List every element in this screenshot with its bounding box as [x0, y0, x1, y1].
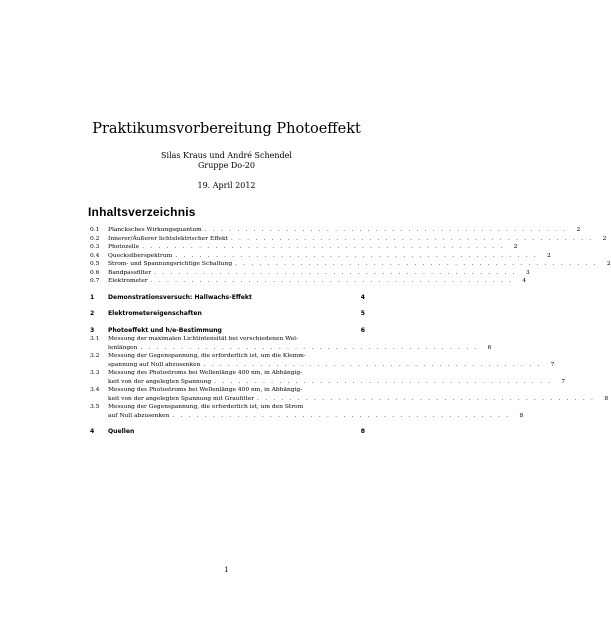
toc-entry-number: 0.3	[90, 244, 100, 250]
toc-entry-label: Plancksches Wirkungsquantum	[108, 227, 202, 233]
group: Gruppe Do-20	[198, 161, 255, 170]
toc-section-4[interactable]	[90, 428, 365, 437]
toc-subsection-number: 3.3	[90, 370, 100, 376]
toc-entry[interactable]	[90, 277, 527, 286]
toc-entry-number: 0.5	[90, 261, 100, 267]
toc-entry-label: Innerer/Äußerer lichtelektrischer Effekt	[108, 235, 228, 242]
toc-subsection-3-2[interactable]	[90, 352, 555, 369]
toc-leader-dots: . . . . . . . . . . . . . . . . . . . . . . . . . . . . . . . . . . . . . . . . . . . . .	[142, 244, 505, 250]
toc-entry[interactable]	[90, 269, 530, 278]
toc-subsection-label-line1: Messung der Gegenspannung, die erforderlich ist, um die Klemm-	[108, 353, 306, 359]
toc-subsection-label-line2: lenlängen	[108, 344, 138, 351]
toc-entry-page: 2	[513, 244, 518, 250]
toc-section-label: Elektrometereigenschaften	[108, 310, 202, 317]
toc-section-label: Demonstrationsversuch: Hallwachs-Effekt	[108, 293, 252, 301]
toc-subsection-3-4[interactable]	[90, 386, 609, 403]
toc-section-label: Photoeffekt und h/e-Bestimmung	[108, 326, 222, 334]
toc-section-1[interactable]	[90, 294, 365, 303]
toc-entry[interactable]	[90, 226, 581, 235]
toc-intro-list	[90, 226, 611, 286]
toc-subsection-label-line2: spannung auf Null abzusenken	[108, 361, 201, 368]
toc-entry-number: 0.1	[90, 227, 100, 233]
toc-subsection-3-3[interactable]	[90, 369, 566, 386]
toc-subsection-number: 3.4	[90, 387, 100, 393]
toc-subsection-page: 8	[519, 412, 524, 419]
toc-subsection-label-line1: Messung der maximalen Lichtintensität bei verschiedenen Wel-	[108, 336, 299, 342]
toc-entry-number: 0.6	[90, 269, 100, 276]
toc-subsection-page: 8	[604, 395, 609, 402]
toc-entry-page: 3	[525, 269, 530, 276]
toc-leader-dots: . . . . . . . . . . . . . . . . . . . . . . . . . . . . . . . . . . . . . . . . . . . . .	[175, 252, 538, 259]
toc-subsection-page: 6	[487, 344, 492, 351]
toc-subsection-page: 7	[550, 361, 555, 368]
page-number: 1	[224, 566, 229, 574]
toc-entry-label: Elektrometer	[108, 278, 148, 284]
toc-leader-dots: . . . . . . . . . . . . . . . . . . . . . . . . . . . . . . . . . . . . . . . . . . . . .	[204, 227, 568, 233]
toc-entry-number: 0.4	[90, 252, 100, 259]
toc-entry-page: 2	[576, 227, 581, 233]
toc-subsection-label-line1: Messung des Photostroms bei Wellenlänge 400 nm, in Abhängig-	[108, 370, 303, 376]
toc-subsection-number: 3.1	[90, 336, 100, 342]
toc-section-number: 4	[90, 428, 95, 435]
toc-section-label: Quellen	[108, 428, 135, 435]
toc-leader-dots: . . . . . . . . . . . . . . . . . . . . . . . . . . . . . . . . . . . . . . . . . .	[257, 395, 596, 402]
toc-entry-label: Quecksilberspektrum	[108, 252, 173, 259]
toc-entry-page: 2	[546, 252, 551, 259]
toc-leader-dots: . . . . . . . . . . . . . . . . . . . . . . . . . . . . . . . . . . . . . . . . . .	[203, 361, 542, 368]
toc-subsection-label-line1: Messung der Gegenspannung, die erforderlich ist, um den Strom	[108, 404, 304, 410]
document-title: Praktikumsvorbereitung Photoeffekt	[92, 121, 361, 137]
toc-section-number: 2	[90, 310, 95, 317]
toc-section-number: 3	[90, 326, 95, 334]
toc-subsection-3-5[interactable]	[90, 403, 524, 420]
toc-leader-dots: . . . . . . . . . . . . . . . . . . . . . . . . . . . . . . . . . . . . . . . . . . . . .	[230, 235, 594, 242]
toc-subsection-3-1[interactable]	[90, 335, 492, 352]
toc-subsection-number: 3.2	[90, 353, 100, 359]
toc-subsection-label-line2: auf Null abzusenken	[108, 412, 170, 419]
toc-entry[interactable]	[90, 235, 607, 244]
toc-subsection-label-line1: Messung des Photostroms bei Wellenlänge 400 nm, in Abhängig-	[108, 387, 303, 393]
toc-section-3[interactable]	[90, 327, 365, 336]
toc-entry-number: 0.2	[90, 235, 100, 242]
toc-subsection-number: 3.5	[90, 404, 100, 410]
date: 19. April 2012	[197, 181, 256, 190]
toc-entry-page: 4	[522, 278, 527, 284]
authors: Silas Kraus und André Schendel	[161, 151, 292, 160]
toc-entry[interactable]	[90, 252, 551, 261]
toc-leader-dots: . . . . . . . . . . . . . . . . . . . . . . . . . . . . . . . . . . . . . . . . . . . . .	[154, 269, 517, 276]
toc-entry-number: 0.7	[90, 278, 100, 284]
toc-leader-dots: . . . . . . . . . . . . . . . . . . . . . . . . . . . . . . . . . . . . . . . . . .	[172, 412, 511, 419]
toc-entry-label: Strom- und Spannungsrichtige Schaltung	[108, 261, 233, 267]
toc-entry[interactable]	[90, 260, 611, 269]
toc-entry[interactable]	[90, 243, 518, 252]
toc-section-number: 1	[90, 293, 95, 301]
toc-entry-page: 2	[602, 235, 607, 242]
toc-section-page: 6	[360, 326, 365, 334]
toc-section-page: 8	[360, 428, 365, 435]
toc-heading: Inhaltsverzeichnis	[88, 205, 196, 219]
toc-entry-page: 2	[606, 261, 611, 267]
toc-section-page: 4	[360, 293, 365, 301]
toc-entry-label: Bandpassfilter	[108, 269, 152, 276]
toc-subsection-label-line2: keit von der angelegten Spannung mit Graufilter	[108, 395, 255, 402]
toc-leader-dots: . . . . . . . . . . . . . . . . . . . . . . . . . . . . . . . . . . . . . . . . . . . . .	[235, 261, 598, 267]
toc-leader-dots: . . . . . . . . . . . . . . . . . . . . . . . . . . . . . . . . . . . . . . . . . . . . .	[150, 278, 514, 284]
toc-section-page: 5	[360, 310, 365, 317]
toc-subsection-label-line2: keit von der angelegten Spannung	[108, 378, 212, 385]
toc-leader-dots: . . . . . . . . . . . . . . . . . . . . . . . . . . . . . . . . . . . . . . . . . .	[214, 378, 553, 385]
toc-entry-label: Photozelle	[108, 244, 140, 250]
table-of-contents	[90, 226, 611, 437]
toc-leader-dots: . . . . . . . . . . . . . . . . . . . . . . . . . . . . . . . . . . . . . . . . . .	[140, 344, 479, 351]
toc-section-2[interactable]	[90, 310, 365, 319]
toc-subsection-page: 7	[561, 378, 566, 385]
